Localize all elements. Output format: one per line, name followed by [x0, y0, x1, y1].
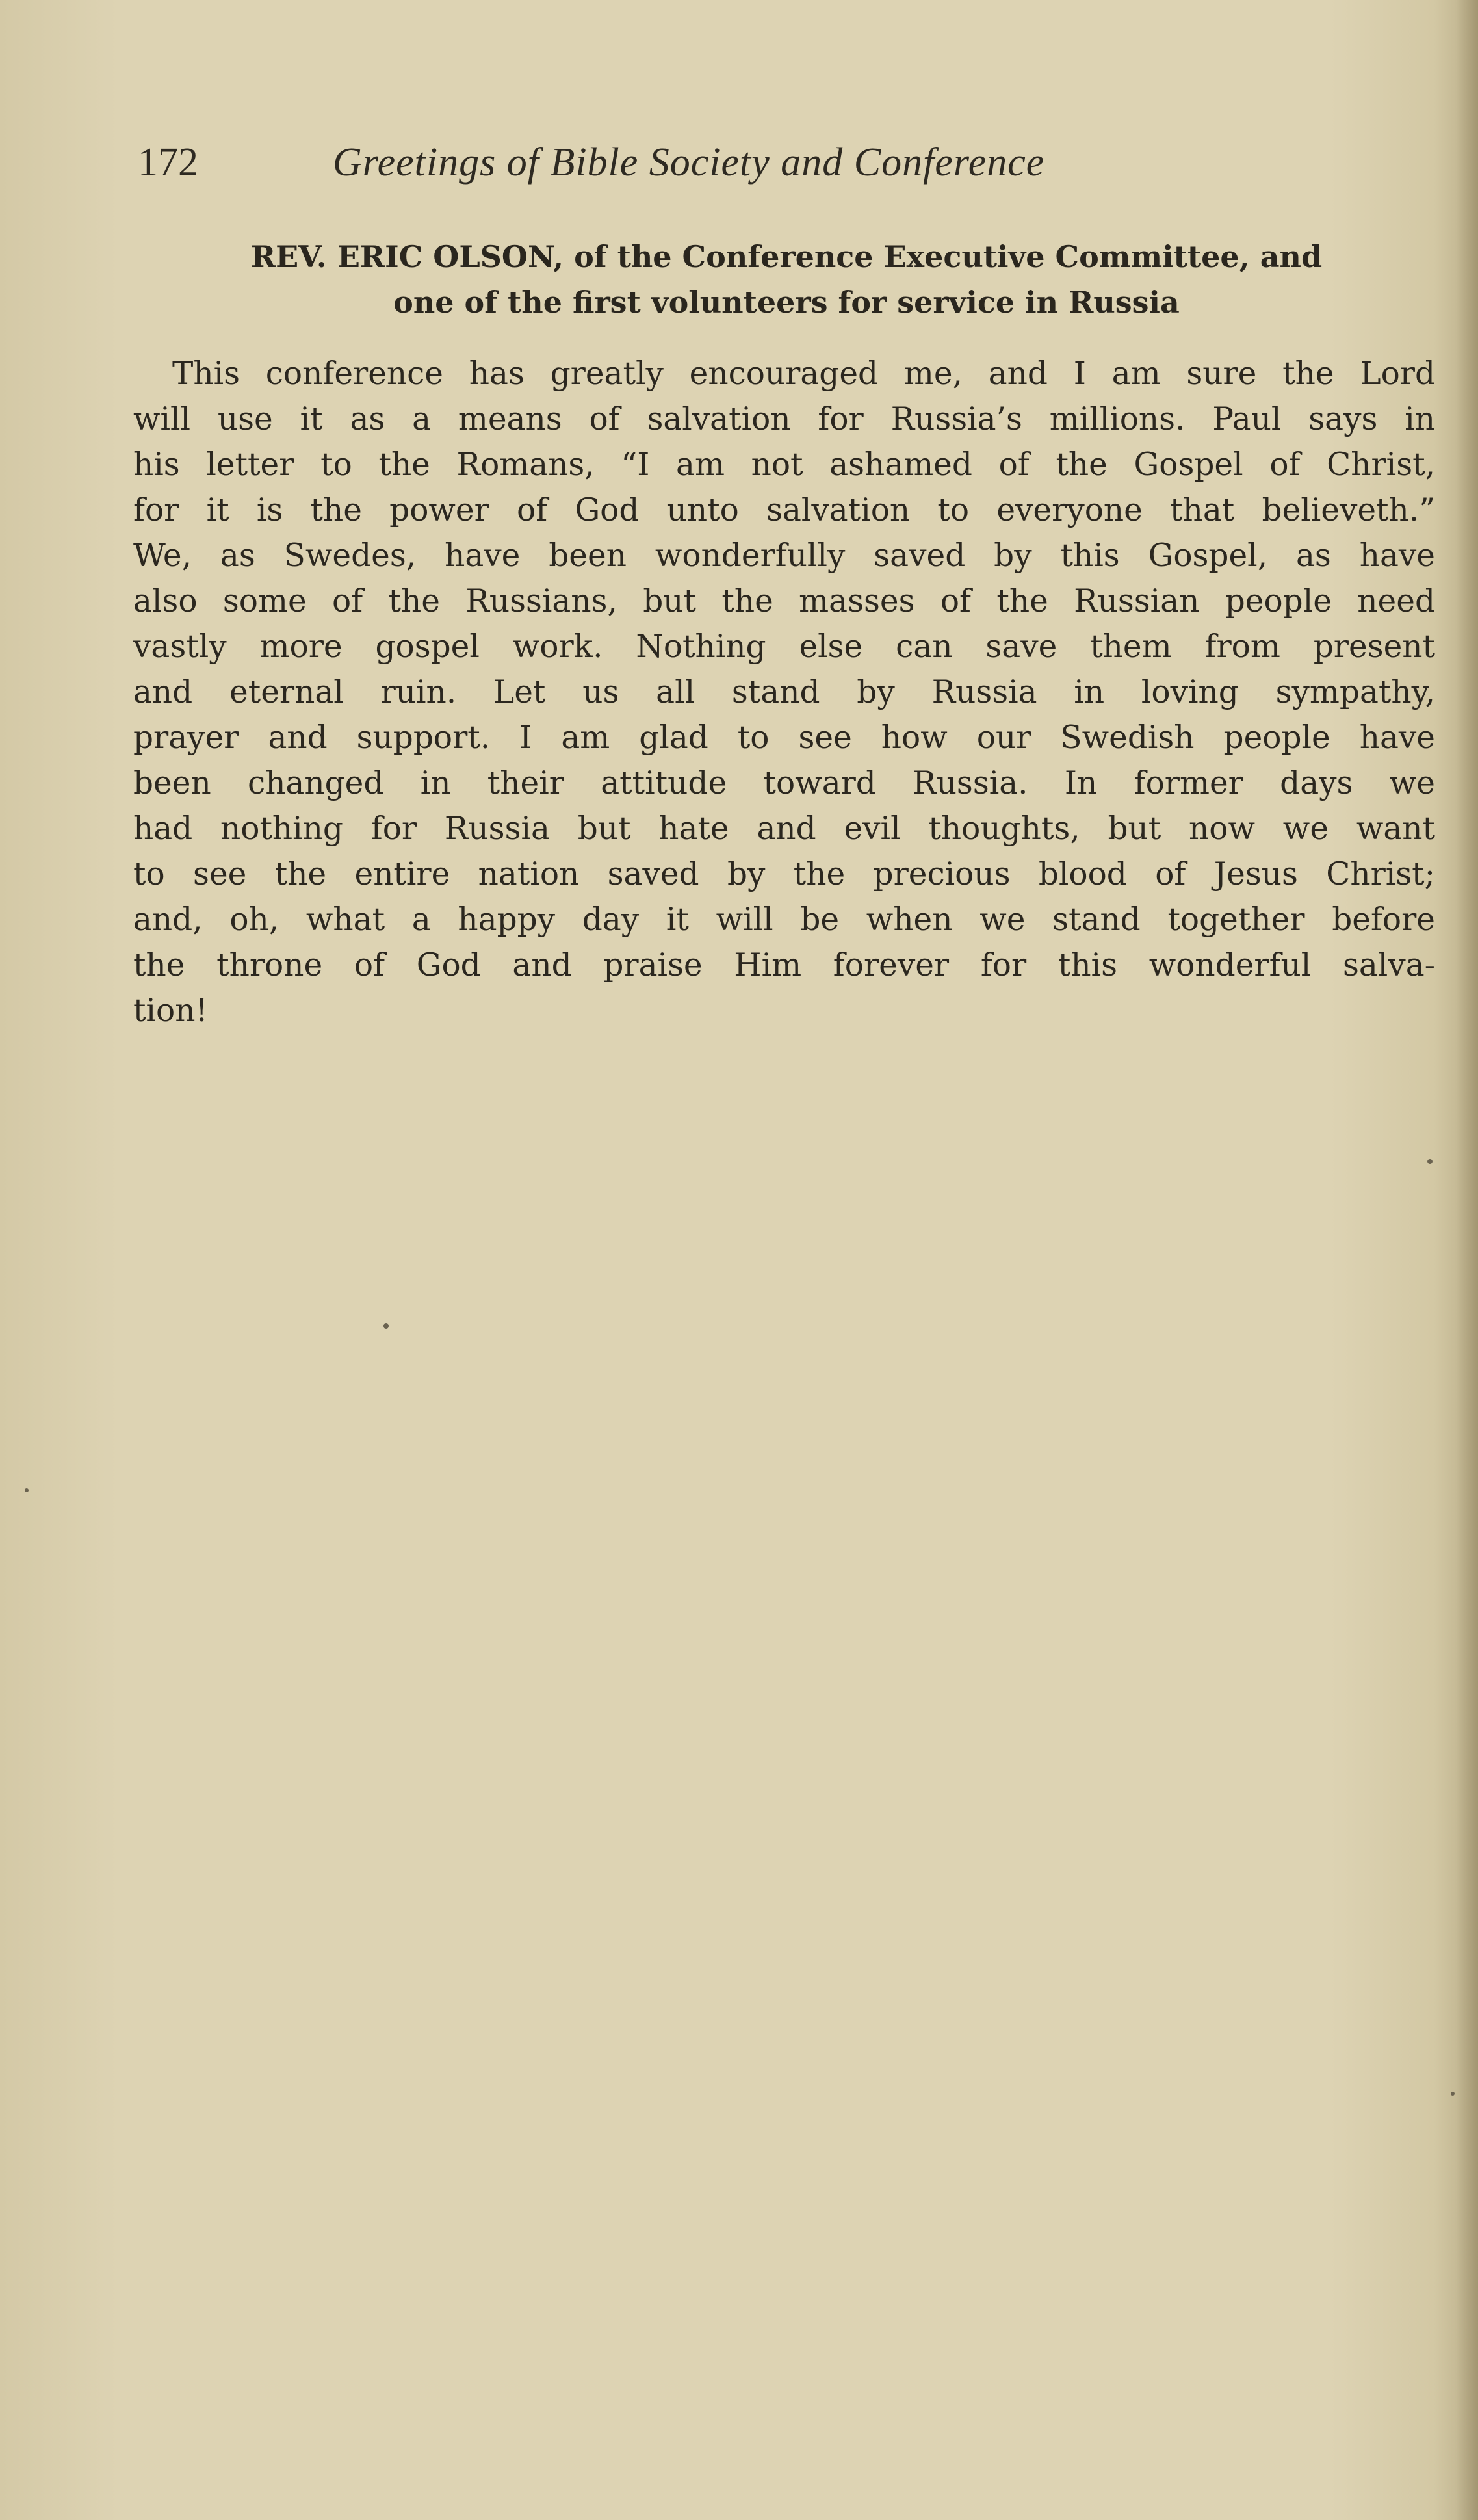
- body-line: for it is the power of God unto salvation to everyone that believeth.”: [133, 492, 1435, 528]
- body-line: been changed in their attitude toward Russia. In former days we: [133, 765, 1435, 801]
- heading-line-1: REV. ERIC OLSON, of the Conference Executive Committee, and: [250, 239, 1323, 274]
- running-title: Greetings of Bible Society and Conference: [333, 140, 1045, 185]
- body-line: and eternal ruin. Let us all stand by Russia in loving sympathy,: [133, 674, 1435, 710]
- heading-line-2: one of the first volunteers for service in Russia: [393, 285, 1180, 320]
- body-line: We, as Swedes, have been wonderfully saved by this Gospel, as have: [133, 538, 1435, 574]
- body-line: had nothing for Russia but hate and evil thoughts, but now we want: [133, 811, 1435, 847]
- page-edge-shadow: [1456, 0, 1478, 2520]
- body-line: tion!: [133, 993, 208, 1029]
- paper-speck: [383, 1323, 389, 1329]
- body-line: the throne of God and praise Him forever for this wonderful salva-: [133, 947, 1435, 983]
- paper-speck: [1451, 2092, 1455, 2096]
- body-line: prayer and support. I am glad to see how our Swedish people have: [133, 720, 1435, 756]
- page-number: 172: [138, 140, 198, 185]
- body-line: to see the entire nation saved by the precious blood of Jesus Christ;: [133, 856, 1435, 892]
- body-line: This conference has greatly encouraged me, and I am sure the Lord: [172, 356, 1435, 392]
- section-heading: [138, 234, 1435, 325]
- running-head: [138, 133, 1230, 192]
- body-line: his letter to the Romans, “I am not ashamed of the Gospel of Christ,: [133, 447, 1435, 483]
- body-line: and, oh, what a happy day it will be when we stand together before: [133, 902, 1435, 938]
- body-line: also some of the Russians, but the masses of the Russian people need: [133, 583, 1435, 619]
- body-paragraph: [133, 351, 1435, 1033]
- body-line: will use it as a means of salvation for Russia’s millions. Paul says in: [133, 401, 1435, 437]
- body-line: vastly more gospel work. Nothing else can save them from present: [133, 629, 1435, 665]
- paper-speck: [25, 1488, 29, 1492]
- paper-speck: [1427, 1159, 1433, 1164]
